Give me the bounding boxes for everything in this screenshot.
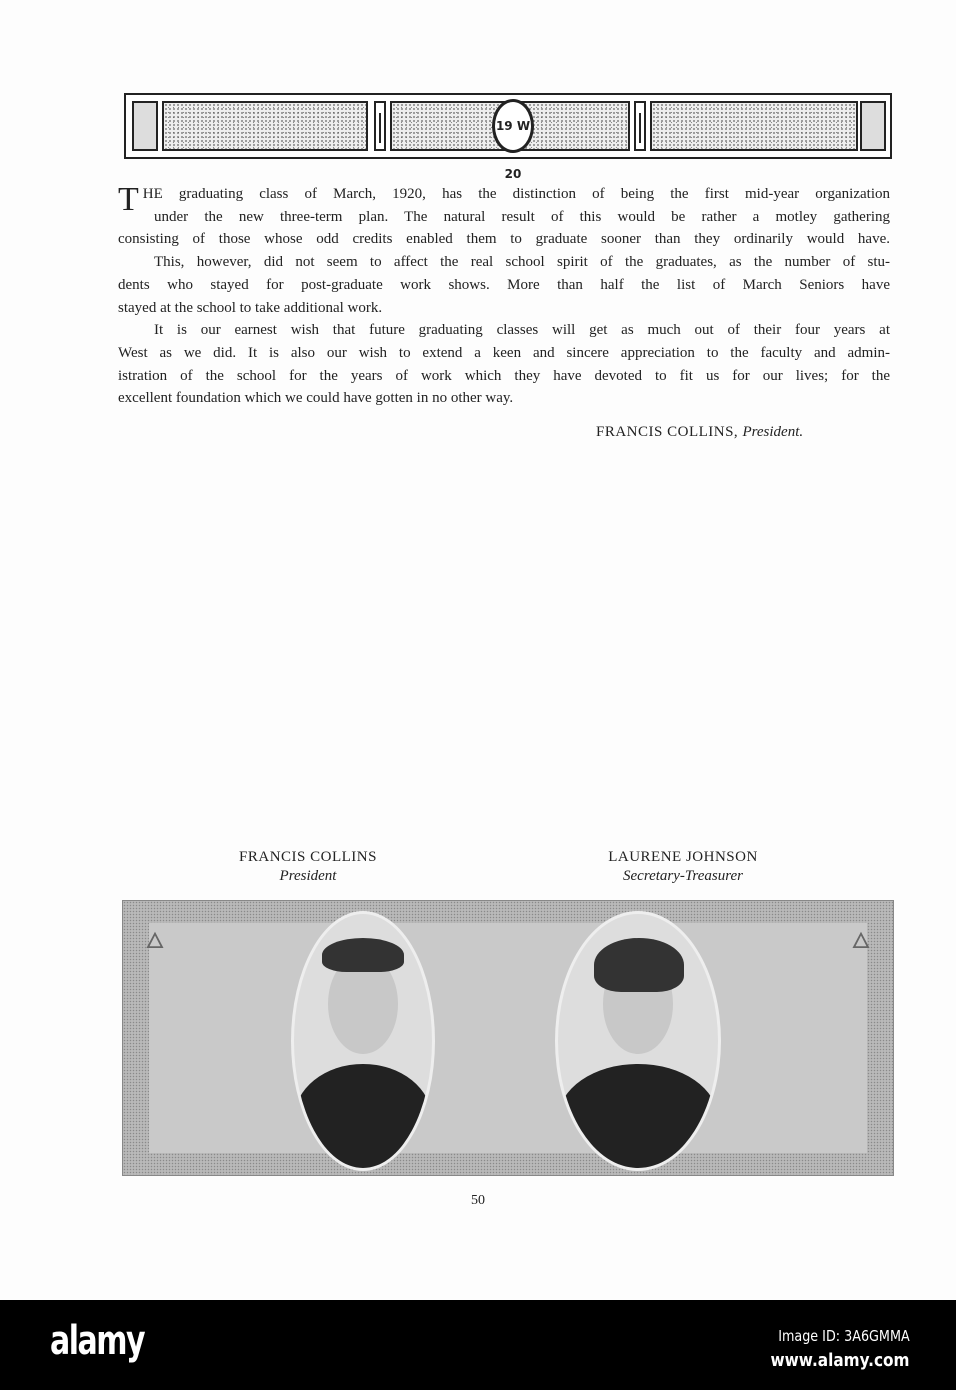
officer-name: FRANCIS COLLINS <box>239 849 377 865</box>
torch-ornament-icon <box>374 101 386 151</box>
decorative-banner <box>124 93 892 181</box>
text-line: excellent foundation which we could have gotten in no other way. <box>118 390 514 407</box>
seal-text: 19 W 20 <box>495 119 531 181</box>
torch-ornament-icon <box>634 101 646 151</box>
portrait-hair <box>594 938 684 992</box>
text-line: stayed at the school to take additional work. <box>118 299 383 316</box>
corner-ornament-left <box>132 101 158 151</box>
page-number: 50 <box>471 1193 485 1208</box>
paragraph-2 <box>118 251 890 319</box>
watermark-bar <box>0 1300 956 1390</box>
officer-caption-president <box>178 848 438 886</box>
text-line: West as we did. It is also our wish to extend a keen and sincere appreciation to the faculty and admin- <box>118 344 890 361</box>
portrait-hair <box>322 938 404 972</box>
drop-cap: T <box>118 181 139 218</box>
panel-background <box>149 923 867 1153</box>
text-line: dents who stayed for post-graduate work shows. More than half the list of March Seniors have <box>118 276 890 293</box>
stipple-panel <box>650 101 858 151</box>
text-line: under the new three-term plan. The natural result of this would be rather a motley gathering <box>154 208 890 225</box>
school-seal-icon <box>492 99 534 181</box>
text-line: istration of the school for the years of work which they have devoted to fit us for our lives; for the <box>118 367 890 384</box>
paragraph-1 <box>118 183 890 251</box>
signature-role: President. <box>742 424 804 440</box>
officer-name: LAURENE JOHNSON <box>608 849 758 865</box>
signature-name: FRANCIS COLLINS, <box>596 424 739 440</box>
portrait-francis-collins <box>291 911 435 1171</box>
signature <box>596 424 803 441</box>
officer-role: Secretary-Treasurer <box>623 868 743 884</box>
text-line: This, however, did not seem to affect the real school spirit of the graduates, as the number of stu- <box>154 254 890 271</box>
text-line: It is our earnest wish that future graduating classes will get as much out of their four years at <box>154 322 890 339</box>
portrait-laurene-johnson <box>555 911 721 1171</box>
caduceus-torch-icon: 🜂 <box>851 928 871 953</box>
officer-role: President <box>279 868 337 884</box>
image-id: Image ID: 3A6GMMA <box>778 1327 910 1345</box>
stipple-panel <box>162 101 368 151</box>
class-letter <box>118 183 890 410</box>
officer-photo-panel <box>122 900 894 1176</box>
portrait-suit <box>294 1064 432 1171</box>
alamy-url: www.alamy.com <box>771 1350 910 1371</box>
officer-caption-secretary <box>553 848 813 886</box>
caduceus-torch-icon: 🜂 <box>145 928 165 953</box>
portrait-dress <box>558 1064 718 1171</box>
corner-ornament-right <box>860 101 886 151</box>
alamy-logo: alamy <box>50 1318 145 1364</box>
text-line: consisting of those whose odd credits enabled them to graduate sooner than they ordinarily would have. <box>118 231 890 248</box>
paragraph-3 <box>118 319 890 410</box>
text-line: HE graduating class of March, 1920, has the distinction of being the first mid-year organization <box>142 186 890 202</box>
